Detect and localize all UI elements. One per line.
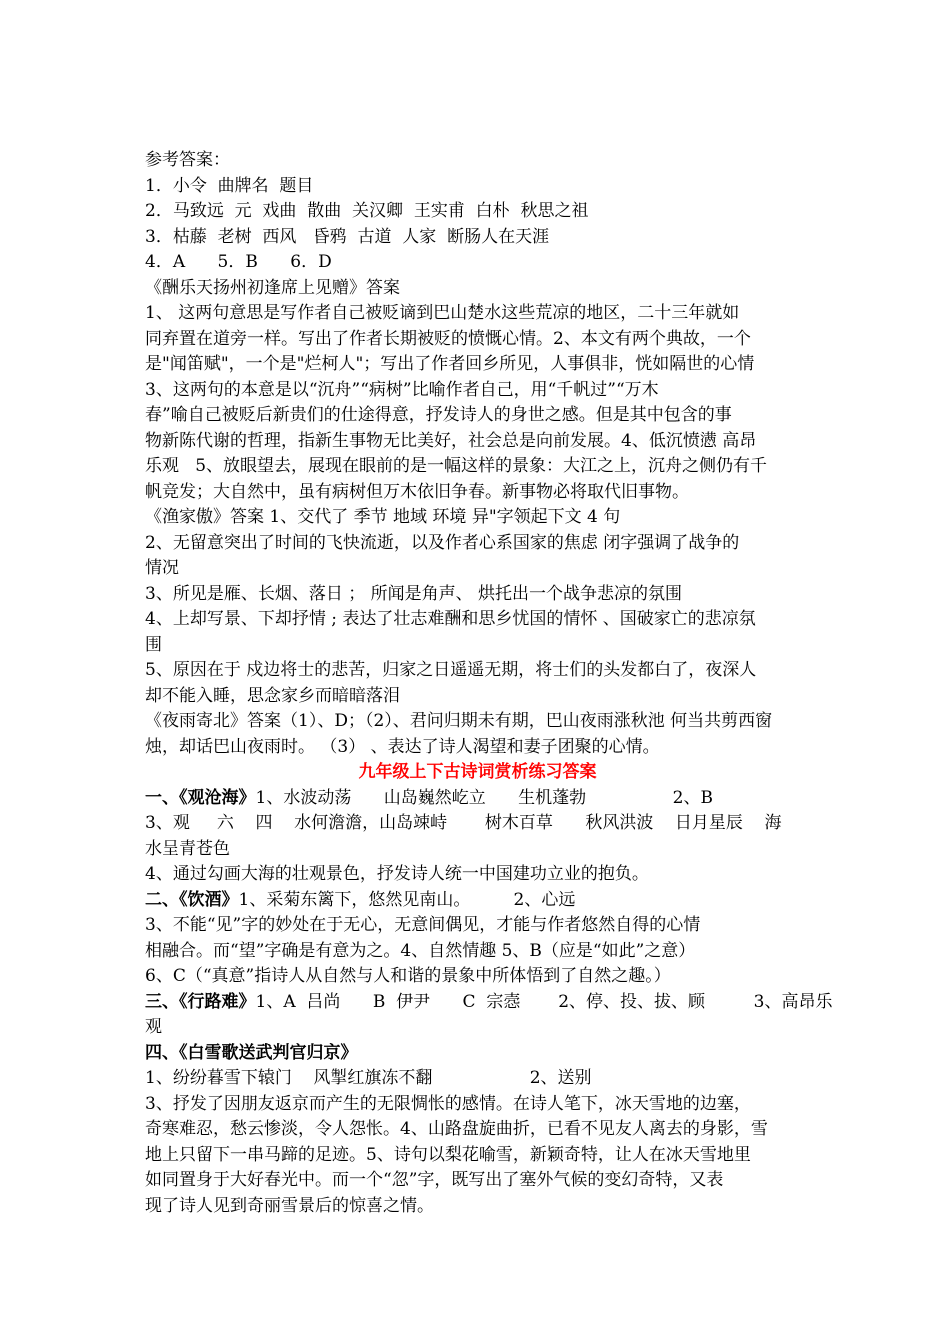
section-3-line: 观: [145, 1017, 162, 1037]
answer-line: 烛，却话巴山夜雨时。 （3） 、表达了诗人渴望和妻子团聚的心情。: [145, 736, 660, 757]
section-4-line: 1、纷纷暮雪下辕门 风掣红旗冻不翻 2、送别: [145, 1068, 592, 1088]
section-2-first-text: 1、采菊东篱下，悠然见南山。 2、心远: [238, 889, 576, 910]
answer-line: 物新陈代谢的哲理，指新生事物无比美好，社会总是向前发展。4、低沉愤懑 高昂: [145, 430, 757, 451]
answer-line: 围: [145, 634, 162, 655]
answer-line: 却不能入睡，思念家乡而暗暗落泪: [145, 685, 400, 706]
answer-section-2: [145, 888, 810, 990]
answer-section-4: [145, 1041, 810, 1220]
section-4-line: 3、抒发了因朋友返京而产生的无限惆怅的感情。在诗人笔下，冰天雪地的边塞，: [145, 1093, 751, 1114]
answer-line: 4、上却写景、下却抒情 ; 表达了壮志难酬和思乡忧国的情怀 、国破家亡的悲凉氛: [145, 609, 756, 629]
answer-section-1: [145, 786, 810, 888]
section-4-label: 四、《白雪歌送武判官归京》: [145, 1042, 358, 1063]
section-4-line: 如同置身于大好春光中。而一个“忽”字，既写出了塞外气候的变幻奇特，又表: [145, 1170, 724, 1190]
answer-line: 是"闻笛赋"，一个是"烂柯人"；写出了作者回乡所见，人事俱非，恍如隔世的心情: [145, 354, 755, 374]
section-1-first-text: 1、水波动荡 山岛巍然屹立 生机蓬勃 2、B: [255, 787, 713, 808]
answer-line: 5、原因在于 戍边将士的悲苦，归家之日遥遥无期，将士们的头发都白了，夜深人: [145, 660, 757, 680]
section-1-label: 一、《观沧海》: [145, 787, 256, 808]
section-3-first-text: 1、A 吕尚 B 伊尹 C 宗悫 2、停、投、拔、顾 3、高昂乐: [255, 991, 833, 1012]
document-page: [145, 148, 833, 1219]
section-1-line: 4、通过勾画大海的壮观景色，抒发诗人统一中国建功立业的抱负。: [145, 864, 649, 884]
section-1-line: 水呈青苍色: [145, 838, 230, 859]
answer-line: 3、这两句的本意是以“沉舟”“病树”比喻作者自己，用“千帆过”“万木: [145, 379, 659, 400]
answer-line: 2、无留意突出了时间的飞快流逝，以及作者心系国家的焦虑 闭字强调了战争的: [145, 532, 740, 553]
section-1-first-line: [145, 786, 810, 812]
answer-line: 1、 这两句意思是写作者自己被贬谪到巴山楚水这些荒凉的地区，二十三年就如: [145, 303, 740, 323]
answer-line: 春”喻自己被贬后新贵们的仕途得意，抒发诗人的身世之感。但是其中包含的事: [145, 405, 732, 425]
answer-line: 3、所见是雁、长烟、落日 ； 所闻是角声、 烘托出一个战争悲凉的氛围: [145, 583, 683, 604]
answer-line: 4．A 5．B 6．D: [145, 252, 332, 272]
answer-line: 2．马致远 元 戏曲 散曲 关汉卿 王实甫 白朴 秋思之祖: [145, 201, 589, 221]
section-4-line: 现了诗人见到奇丽雪景后的惊喜之情。: [145, 1195, 434, 1216]
answer-line: 帆竞发；大自然中，虽有病树但万木依旧争春。新事物必将取代旧事物。: [145, 481, 689, 502]
section-2-line: 3、不能“见”字的妙处在于无心，无意间偶见，才能与作者悠然自得的心情: [145, 915, 701, 935]
answer-section-3: [145, 990, 833, 1041]
section-4-line: 奇寒难忍，愁云惨淡，令人怨怅。4、山路盘旋曲折，已看不见友人离去的身影，雪: [145, 1119, 768, 1139]
answer-line: 《夜雨寄北》答案（1）、D；（2）、君问归期未有期，巴山夜雨涨秋池 何当共剪西窗: [145, 711, 773, 731]
answer-line: 1．小令 曲牌名 题目: [145, 175, 314, 196]
answer-line: 同弃置在道旁一样。写出了作者长期被贬的愤慨心情。2、本文有两个典故，一个: [145, 328, 751, 349]
section-2-first-line: [145, 888, 810, 914]
answer-line: 《酬乐天扬州初逢席上见赠》答案: [145, 277, 400, 298]
section-3-first-line: [145, 990, 833, 1016]
section-2-line: 6、C（“真意”指诗人从自然与人和谐的景象中所体悟到了自然之趣。）: [145, 966, 671, 986]
answer-line: 参考答案：: [145, 150, 230, 170]
section-title: 九年级上下古诗词赏析练习答案: [358, 762, 597, 782]
section-3-label: 三、《行路难》: [145, 991, 256, 1012]
section-2-label: 二、《饮酒》: [145, 889, 239, 910]
section-4-line: 地上只留下一串马蹄的足迹。5、诗句以梨花喻雪，新颖奇特，让人在冰天雪地里: [145, 1144, 751, 1165]
answer-line: 3．枯藤 老树 西风 昏鸦 古道 人家 断肠人在天涯: [145, 226, 550, 247]
answer-block-part1: [145, 148, 810, 760]
answer-line: 《渔家傲》答案 1、交代了 季节 地域 环境 异"字领起下文 4 句: [145, 507, 621, 527]
section-2-line: 相融合。而“望”字确是有意为之。4、自然情趣 5、B（应是“如此”之意）: [145, 940, 696, 961]
answer-line: 情况: [145, 558, 179, 578]
answer-line: 乐观 5、放眼望去，展现在眼前的是一幅这样的景象：大江之上，沉舟之侧仍有千: [145, 456, 768, 476]
section-1-line: 3、观 六 四 水何澹澹，山岛竦峙 树木百草 秋风洪波 日月星辰 海: [145, 813, 782, 833]
